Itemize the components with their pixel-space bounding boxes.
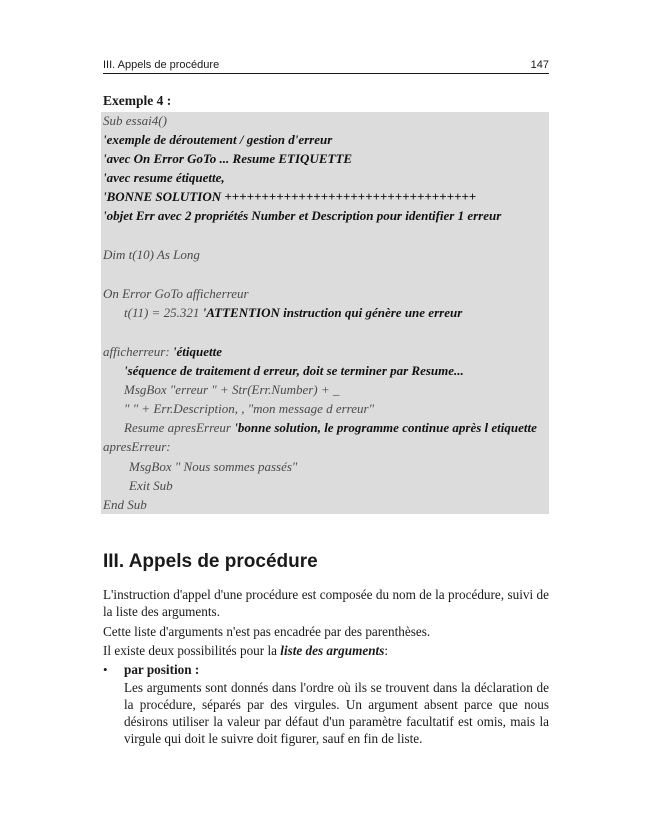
code-text: apresErreur: [103, 439, 171, 454]
running-header [103, 59, 549, 74]
code-text: On Error GoTo afficherreur [103, 286, 249, 301]
emphasis-text: nom de la procédure [392, 587, 501, 602]
code-comment: 'avec On Error GoTo ... Resume ETIQUETTE [103, 151, 353, 166]
section-heading: III. Appels de procédure [103, 551, 318, 572]
code-text: Dim t(10) As Long [103, 247, 200, 262]
code-text: Sub essai4() [103, 113, 167, 128]
code-comment: 'objet Err avec 2 propriétés Number et Description pour identifier 1 erreur [103, 208, 502, 223]
code-text: afficherreur: [103, 344, 173, 359]
emphasis-text: arguments [146, 680, 202, 695]
code-line [124, 420, 537, 436]
body-paragraph [103, 586, 549, 620]
code-line [124, 382, 339, 398]
bullet-body [124, 679, 549, 747]
code-comment: 'BONNE SOLUTION ++++++++++++++++++++++++++++++++++ [103, 189, 477, 204]
code-comment: 'avec resume étiquette, [103, 170, 225, 185]
code-line [129, 459, 297, 475]
code-line [103, 170, 225, 186]
code-comment: 'bonne solution, le programme continue après l etiquette [234, 420, 537, 435]
bullet-title: par position : [124, 662, 200, 677]
header-section-title: III. Appels de procédure [103, 59, 220, 71]
body-text: sont donnés [201, 680, 273, 695]
code-line [103, 113, 167, 129]
body-text: . [216, 604, 220, 619]
emphasis-text: dans l'ordre [272, 680, 334, 695]
code-text: " " + Err.Description, , "mon message d erreur" [124, 401, 375, 416]
body-paragraph [103, 642, 549, 659]
body-text: , suivi de la [103, 587, 549, 619]
body-text: : [384, 643, 388, 658]
code-comment: 'séquence de traitement d erreur, doit se terminer par Resume... [124, 363, 464, 378]
emphasis-text: liste des arguments [115, 604, 217, 619]
code-line [124, 401, 374, 417]
emphasis-text: liste des arguments [280, 643, 385, 658]
example-title: Exemple 4 : [103, 93, 172, 108]
code-text: Exit Sub [129, 478, 173, 493]
code-line [103, 497, 147, 513]
code-line [124, 363, 464, 379]
emphasis-text: n'est pas encadrée par des parenthèses. [226, 624, 431, 639]
body-text: L'instruction d'appel d'une procédure est composée du [103, 587, 393, 602]
page-number: 147 [530, 59, 549, 71]
code-line [103, 286, 249, 302]
body-text: Il existe deux possibilités pour la [103, 643, 281, 658]
code-line [103, 151, 352, 167]
code-line [129, 478, 173, 494]
code-line [124, 305, 462, 321]
body-paragraph [103, 623, 549, 640]
code-text: Resume apresErreur [124, 420, 235, 435]
body-text: Cette liste d'arguments [103, 624, 227, 639]
code-line [103, 208, 501, 224]
code-line [103, 189, 476, 205]
code-line [103, 344, 222, 360]
code-text: End Sub [103, 497, 147, 512]
body-text: Les [124, 680, 147, 695]
code-text: t(11) = 25.321 [124, 305, 203, 320]
code-text: MsgBox " Nous sommes passés" [129, 459, 298, 474]
code-line [103, 132, 332, 148]
code-line [103, 439, 171, 455]
bullet-marker: • [103, 662, 108, 677]
code-comment: 'exemple de déroutement / gestion d'erreur [103, 132, 333, 147]
code-comment: 'ATTENTION instruction qui génère une erreur [202, 305, 463, 320]
code-comment: 'étiquette [172, 344, 223, 359]
code-listing [101, 112, 549, 514]
body-text: où ils se trouvent dans la déclaration de la procédure, séparés par des virgules. Un argument absent parce que nous désirons utiliser la valeur par défaut d'un paramètre facultatif est omis, mais la virgule qui doit le suivre doit figurer, sauf en fin de liste. [124, 680, 550, 746]
code-line [103, 247, 200, 263]
code-text: MsgBox "erreur " + Str(Err.Number) + _ [124, 382, 340, 397]
